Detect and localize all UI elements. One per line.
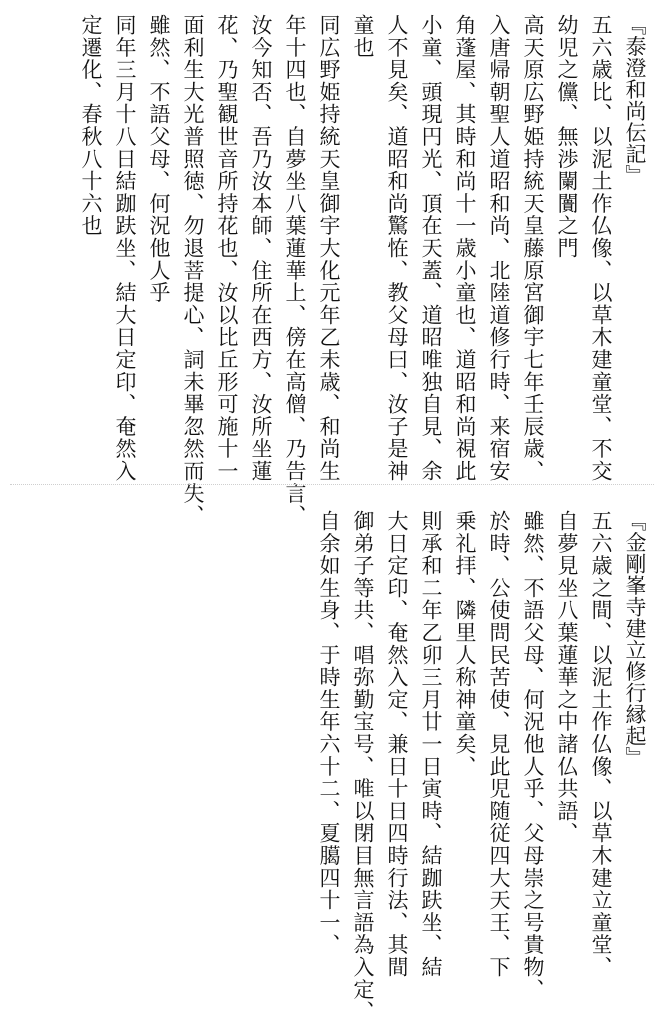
text-line: 定遷化、春秋八十六也 [79, 14, 103, 237]
text-line: 同年三月十八日結跏趺坐、結大日定印、奄然入 [113, 14, 137, 483]
text-line: 年十四也、自夢坐八葉蓮華上、傍在高僧、乃告言、 [283, 14, 307, 527]
text-line: 花、乃聖観世音所持花也、汝以比丘形可施十一 [215, 14, 239, 483]
text-line: 角蓬屋、其時和尚十一歳小童也、道昭和尚視此 [453, 14, 477, 483]
text-line: 入唐帰朝聖人道昭和尚、北陸道修行時、来宿安 [487, 14, 511, 483]
text-line: 面利生大光普照徳、勿退菩提心、詞未畢忽然而失、 [181, 14, 205, 527]
text-line: 人不見矣、道昭和尚驚恠、教父母曰、汝子是神 [385, 14, 409, 483]
text-line: 自夢見坐八葉蓮華之中諸仏共語、 [555, 510, 579, 845]
section-title: 『泰澄和尚伝記』 [623, 14, 647, 186]
text-line: 雖然、不語父母、何況他人乎、父母崇之号貴物、 [521, 510, 545, 1001]
text-line: 雖然、不語父母、何況他人乎 [147, 14, 171, 304]
text-line: 於時、公使問民苦使、見此児随従四大天王、下 [487, 510, 511, 979]
text-line: 同広野姫持統天皇御宇大化元年乙未歳、和尚生 [317, 14, 341, 483]
text-line: 御弟子等共、唱弥勤宝号、唯以閉目無言語為入定、 [351, 510, 375, 1023]
text-line: 五六歳之間、以泥土作仏像、以草木建立童堂、 [589, 510, 613, 979]
text-line: 大日定印、奄然入定、兼日十日四時行法、其間 [385, 510, 409, 979]
kongobuji-engi-section [300, 510, 652, 1023]
section-divider [10, 484, 654, 485]
text-line: 幼児之儻、無渉闌闠之門 [555, 14, 579, 260]
text-line: 五六歳比、以泥土作仏像、以草木建童堂、不交 [589, 14, 613, 483]
text-line: 童也 [351, 14, 375, 59]
text-line: 乗礼拝、隣里人称神童矣、 [453, 510, 477, 778]
text-line: 高天原広野姫持統天皇藤原宮御宇七年壬辰歳、 [521, 14, 545, 483]
taicho-biography-section [12, 14, 652, 527]
text-line: 則承和二年乙卯三月廿一日寅時、結跏趺坐、結 [419, 510, 443, 979]
section-title: 『金剛峯寺建立修行縁起』 [623, 510, 647, 768]
text-line: 汝今知否、吾乃汝本師、住所在西方、汝所坐蓮 [249, 14, 273, 483]
text-line: 自余如生身、于時生年六十二、夏臈四十一、 [317, 510, 341, 956]
text-line: 小童、頭現円光、頂在天蓋、道昭唯独自見、余 [419, 14, 443, 483]
